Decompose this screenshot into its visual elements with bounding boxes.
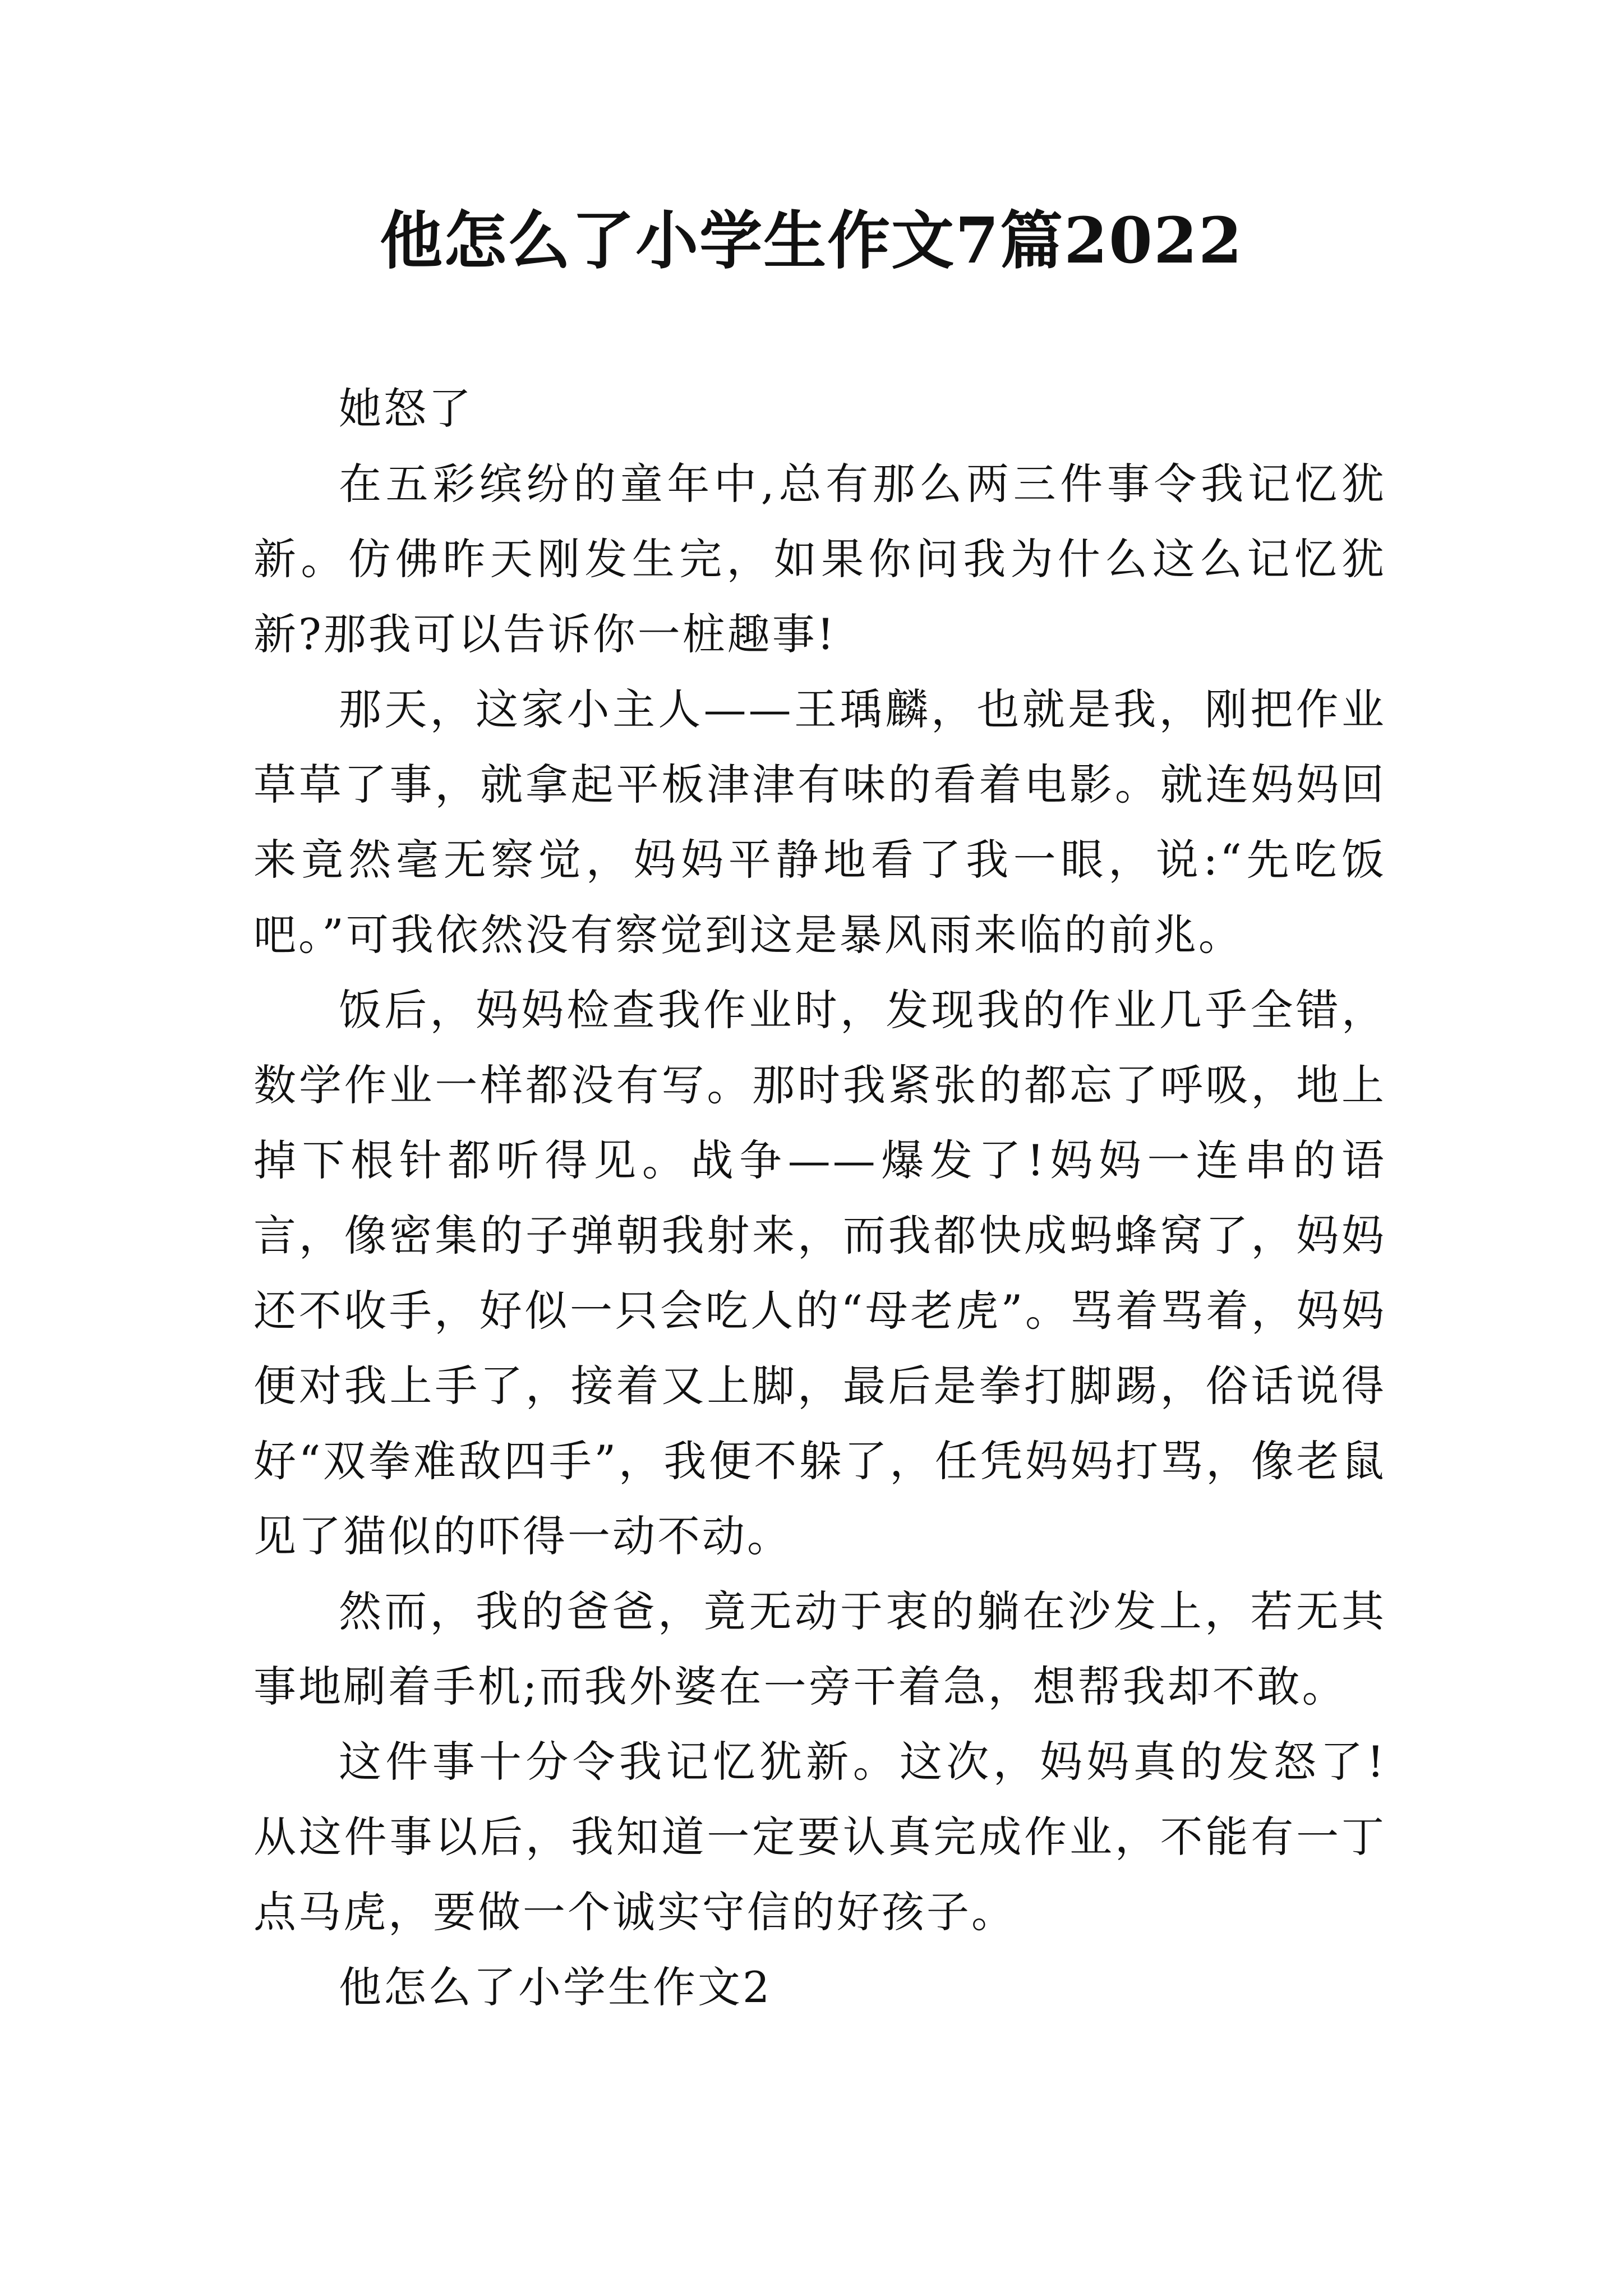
- paragraph: 那天，这家小主人——王瑀麟，也就是我，刚把作业草草了事，就拿起平板津津有味的看着电影。就连妈妈回来竟然毫无察觉，妈妈平静地看了我一眼，说:“先吃饭吧。”可我依然没有察觉到这是暴风雨来临的前兆。: [253, 684, 1386, 960]
- paragraph: 饭后，妈妈检查我作业时，发现我的作业几乎全错，数学作业一样都没有写。那时我紧张的都忘了呼吸，地上掉下根针都听得见。战争——爆发了!妈妈一连串的语言，像密集的子弹朝我射来，而我都快成蚂蜂窝了，妈妈还不收手，好似一只会吃人的“母老虎”。骂着骂着，妈妈便对我上手了，接着又上脚，最后是拳打脚踢，俗话说得好“双拳难敌四手”，我便不躲了，任凭妈妈打骂，像老鼠见了猫似的吓得一动不动。: [253, 985, 1386, 1561]
- paragraph: 在五彩缤纷的童年中,总有那么两三件事令我记忆犹新。仿佛昨天刚发生完，如果你问我为什么这么记忆犹新?那我可以告诉你一桩趣事!: [253, 459, 1386, 659]
- paragraph: 这件事十分令我记忆犹新。这次，妈妈真的发怒了!从这件事以后，我知道一定要认真完成作业，不能有一丁点马虎，要做一个诚实守信的好孩子。: [253, 1737, 1386, 1937]
- paragraph: 然而，我的爸爸，竟无动于衷的躺在沙发上，若无其事地刷着手机;而我外婆在一旁干着急，想帮我却不敢。: [253, 1586, 1386, 1711]
- section-heading: 她怒了: [339, 384, 473, 434]
- document-title: 他怎么了小学生作文7篇2022: [380, 204, 1243, 278]
- document-body: [253, 371, 1386, 2025]
- section-heading: 他怎么了小学生作文2: [339, 1962, 772, 2012]
